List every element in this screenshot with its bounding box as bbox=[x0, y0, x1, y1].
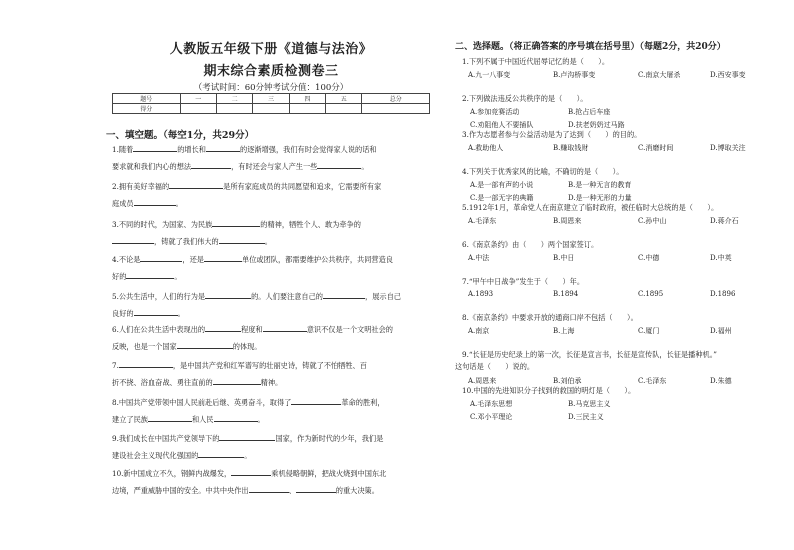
option-a[interactable]: A.救助他人 bbox=[468, 144, 504, 153]
blank[interactable] bbox=[140, 254, 182, 262]
q-text: 精神。 bbox=[260, 378, 283, 387]
q-text: 建立了民族 bbox=[112, 415, 148, 424]
q-text: 。 bbox=[177, 309, 185, 318]
mcq-question-2: 2.下列做法违反公共秩序的是（ ）。 bbox=[462, 93, 588, 103]
option-c[interactable]: C.厦门 bbox=[638, 327, 660, 336]
blank[interactable] bbox=[323, 291, 365, 299]
q-text: 单位或团队，都需要维护公共秩序，共同营造良 bbox=[242, 255, 393, 264]
question-6 bbox=[112, 324, 432, 352]
q-text: 。 bbox=[257, 415, 265, 424]
option-c[interactable]: C.中德 bbox=[638, 254, 660, 262]
option-d[interactable]: D.扶老奶奶过马路 bbox=[568, 120, 625, 129]
option-a[interactable]: A.是一部有声的小说 bbox=[470, 180, 534, 189]
q-text: 的。人们要注意自己的 bbox=[251, 292, 323, 301]
score-header-row bbox=[113, 94, 430, 104]
blank[interactable] bbox=[177, 341, 233, 349]
question-5 bbox=[112, 291, 432, 319]
option-d[interactable]: D.三民主义 bbox=[568, 413, 604, 422]
option-b[interactable]: B.周恩来 bbox=[553, 217, 582, 226]
blank[interactable] bbox=[126, 271, 174, 279]
q-text: 4.不论是 bbox=[112, 255, 141, 264]
mcq-question-6: 6.《南京条约》由（ ）两个国家签订。 bbox=[462, 240, 599, 249]
option-b[interactable]: B.1894 bbox=[553, 289, 579, 298]
blank[interactable] bbox=[231, 468, 271, 476]
option-c[interactable]: C.孙中山 bbox=[638, 217, 667, 226]
mcq-question-1: 1.下列不属于中国近代屈辱记忆的是（ ）。 bbox=[462, 57, 610, 66]
q-text: 7. bbox=[112, 361, 119, 370]
option-d[interactable]: D.朱德 bbox=[710, 376, 732, 385]
score-input-cell[interactable] bbox=[180, 104, 216, 114]
q-text: ，是中国共产党和红军谱写的壮丽史诗，铸就了不怕牺牲、百 bbox=[172, 361, 367, 370]
option-c[interactable]: C.消磨时间 bbox=[638, 144, 674, 153]
option-a[interactable]: A.参加竞赛活动 bbox=[470, 107, 520, 116]
question-4 bbox=[112, 254, 432, 282]
question-10 bbox=[112, 468, 432, 496]
q-text: 好的 bbox=[112, 272, 127, 281]
option-d[interactable]: D.是一种无形的力量 bbox=[568, 193, 632, 202]
q-text: 10.新中国成立不久，钢鲜内战爆发， bbox=[112, 469, 232, 478]
mcq-question-7: 7.“甲午中日战争”发生于（ ）年。 bbox=[462, 276, 585, 286]
option-d[interactable]: D.1896 bbox=[710, 289, 736, 298]
q-text: 的增长和 bbox=[177, 145, 206, 154]
q-text: 庭成员 bbox=[112, 199, 134, 208]
q-text: 的精神，牺牲个人、敢为牵争的 bbox=[260, 220, 361, 229]
q-text: 良好的 bbox=[112, 309, 134, 318]
blank[interactable] bbox=[263, 324, 307, 332]
q-text: 。 bbox=[264, 237, 272, 246]
question-7 bbox=[112, 360, 432, 388]
blank[interactable] bbox=[296, 485, 336, 493]
q-text: ，还是 bbox=[182, 255, 204, 264]
blank[interactable] bbox=[249, 485, 289, 493]
q-text: 、 bbox=[288, 486, 296, 495]
q-text: 边境，严重威胁中国的安全。中共中央作出 bbox=[112, 486, 249, 495]
question-3 bbox=[112, 219, 432, 247]
option-d[interactable]: D.西安事变 bbox=[710, 71, 746, 79]
blank[interactable] bbox=[291, 397, 341, 405]
exam-subtitle: 期末综合素质检测卷三 bbox=[203, 64, 339, 79]
option-d[interactable]: D.福州 bbox=[710, 327, 732, 336]
option-d[interactable]: D.博取关注 bbox=[710, 144, 746, 153]
mcq-question-8: 8.《南京条约》中要求开放的通商口岸不包括（ ）。 bbox=[462, 313, 638, 323]
section1-heading: 一、填空题。（每空1分，共29分） bbox=[106, 130, 255, 141]
q-text: 的体现。 bbox=[232, 342, 262, 351]
blank[interactable] bbox=[148, 414, 192, 422]
q-text: 5.公共生活中，人们的行为是 bbox=[112, 292, 206, 301]
q-text: 的逐渐增强，我们有时会觉得家人说的话和 bbox=[240, 145, 377, 154]
blank[interactable] bbox=[134, 198, 176, 206]
option-b[interactable]: B.中日 bbox=[553, 254, 575, 262]
score-input-cell[interactable] bbox=[216, 104, 252, 114]
option-a[interactable]: A.毛泽东思想 bbox=[470, 400, 513, 409]
option-b[interactable]: B.赚取钱财 bbox=[553, 144, 589, 153]
q-text: 国家，作为新时代的少年，我们是 bbox=[275, 434, 384, 443]
option-b[interactable]: B.是一种无言的教育 bbox=[568, 180, 632, 189]
question-8 bbox=[112, 397, 432, 425]
score-table bbox=[112, 93, 430, 114]
q-text: ，展示自己 bbox=[365, 292, 401, 301]
q-text: 乘机侵略朝鲜，把战火烧到中国东北 bbox=[271, 469, 387, 478]
option-b[interactable]: B.上海 bbox=[553, 327, 575, 336]
mcq-question-4: 4.下列关于优秀家风的比喻，不确切的是（ ）。 bbox=[462, 166, 624, 176]
blank[interactable] bbox=[198, 450, 244, 458]
option-a[interactable]: A.九一八事变 bbox=[468, 71, 511, 79]
option-c[interactable]: C.南京大屠杀 bbox=[638, 71, 681, 79]
q-text: 。 bbox=[244, 451, 252, 460]
score-cell: 二 bbox=[216, 94, 252, 104]
q-text: 1.随着 bbox=[112, 145, 134, 154]
option-c[interactable]: C.毛泽东 bbox=[638, 376, 667, 385]
blank[interactable] bbox=[317, 161, 361, 169]
q-text: 革命的胜利， bbox=[341, 398, 385, 407]
blank[interactable] bbox=[204, 254, 242, 262]
q-text: ，有时还会与家人产生一些 bbox=[231, 162, 318, 171]
q-text: 6.人们在公共生活中表现出的 bbox=[112, 325, 206, 334]
q-text: 要求就和我们内心的想法 bbox=[112, 162, 192, 171]
option-b[interactable]: B.马克思主义 bbox=[568, 400, 611, 409]
q-text: 3.不同的时代，为国家、为民族 bbox=[112, 220, 213, 229]
q-text: 和人民 bbox=[191, 415, 214, 424]
section2-heading: 二、选择题。（将正确答案的序号填在括号里）（每题2分，共20分） bbox=[455, 42, 726, 52]
mcq-question-5: 5.1912年1月，革命党人在南京建立了临时政府，被任临时大总统的是（ ）。 bbox=[462, 203, 719, 213]
score-cell: 得分 bbox=[113, 104, 181, 114]
q-text: 程度和 bbox=[241, 325, 263, 334]
blank[interactable] bbox=[112, 236, 154, 244]
q-text: 。 bbox=[175, 199, 183, 208]
q-text: 是所有家庭成员的共同愿望和追求，它需要所有家 bbox=[223, 182, 382, 191]
score-cell: 一 bbox=[180, 94, 216, 104]
option-b[interactable]: B.抢占后车座 bbox=[568, 107, 611, 116]
q-text: 反映，也是一个国家 bbox=[112, 342, 177, 351]
blank[interactable] bbox=[219, 236, 265, 244]
option-c[interactable]: C.劝阻他人不要插队 bbox=[470, 120, 534, 129]
blank[interactable] bbox=[133, 144, 177, 152]
option-b[interactable]: B.卢沟桥事变 bbox=[553, 71, 596, 79]
score-value-row bbox=[113, 104, 430, 114]
option-a[interactable]: A.中法 bbox=[468, 254, 490, 262]
blank[interactable] bbox=[214, 414, 258, 422]
exam-info: （考试时间：60分钟考试分值：100分） bbox=[193, 83, 349, 93]
q-text: 。 bbox=[174, 272, 182, 281]
q-text: 的重大决策。 bbox=[335, 486, 379, 495]
blank[interactable] bbox=[169, 181, 223, 189]
blank[interactable] bbox=[219, 433, 275, 441]
q-text: 2.拥有美好幸福的 bbox=[112, 182, 170, 191]
score-input-cell[interactable] bbox=[326, 104, 362, 114]
option-c[interactable]: C.1895 bbox=[638, 289, 664, 298]
option-d[interactable]: D.中英 bbox=[710, 254, 732, 262]
q-text: 9.我们成长在中国共产党领导下的 bbox=[112, 434, 220, 443]
mcq-question-10: 10.中国的先进知识分子找到的救国的明灯是（ ）。 bbox=[462, 386, 636, 396]
score-cell: 题号 bbox=[113, 94, 181, 104]
q-text: 折不挠、浴血奋战、勇往直前的 bbox=[112, 378, 213, 387]
q-text: 建设社会主义现代化强国的 bbox=[112, 451, 199, 460]
score-cell: 四 bbox=[289, 94, 325, 104]
blank[interactable] bbox=[191, 161, 231, 169]
blank[interactable] bbox=[205, 291, 251, 299]
mcq-question-9: 9.“长征是历史纪录上的第一次，长征是宣言书，长征是宣传队，长征是播种机。” bbox=[462, 349, 717, 359]
blank[interactable] bbox=[205, 324, 241, 332]
q-text: 。 bbox=[361, 162, 369, 171]
score-input-cell[interactable] bbox=[253, 104, 289, 114]
score-input-cell[interactable] bbox=[289, 104, 325, 114]
option-d[interactable]: D.蒋介石 bbox=[710, 217, 739, 226]
q-text: 意识不仅是一个文明社会的 bbox=[306, 325, 393, 334]
blank[interactable] bbox=[134, 308, 178, 316]
score-input-cell[interactable] bbox=[362, 104, 430, 114]
option-c[interactable]: C.是一部无字的典籍 bbox=[470, 193, 534, 202]
score-cell: 五 bbox=[326, 94, 362, 104]
option-a[interactable]: A.周恩来 bbox=[468, 376, 497, 385]
option-b[interactable]: B.刘伯承 bbox=[553, 376, 582, 385]
score-cell: 总分 bbox=[362, 94, 430, 104]
q-text: 8.中国共产党带领中国人民前赴后继、英勇奋斗，取得了 bbox=[112, 398, 292, 407]
mcq-question-9-cont: 这句话是（ ）说的。 bbox=[455, 361, 535, 371]
score-cell: 三 bbox=[253, 94, 289, 104]
mcq-question-3: 3.作为志愿者参与公益活动是为了达到（ ）的目的。 bbox=[462, 130, 642, 140]
option-a[interactable]: A.南京 bbox=[468, 327, 490, 336]
blank[interactable] bbox=[213, 377, 261, 385]
blank[interactable] bbox=[212, 219, 260, 227]
blank[interactable] bbox=[206, 144, 240, 152]
option-a[interactable]: A.毛泽东 bbox=[468, 217, 497, 226]
blank[interactable] bbox=[119, 360, 173, 368]
exam-title: 人教版五年级下册《道德与法治》 bbox=[169, 42, 373, 57]
question-1 bbox=[112, 144, 432, 172]
option-a[interactable]: A.1893 bbox=[468, 289, 494, 298]
option-c[interactable]: C.邓小平理论 bbox=[470, 413, 513, 422]
question-9 bbox=[112, 433, 432, 461]
question-2 bbox=[112, 181, 432, 209]
q-text: ，铸就了我们伟大的 bbox=[154, 237, 219, 246]
